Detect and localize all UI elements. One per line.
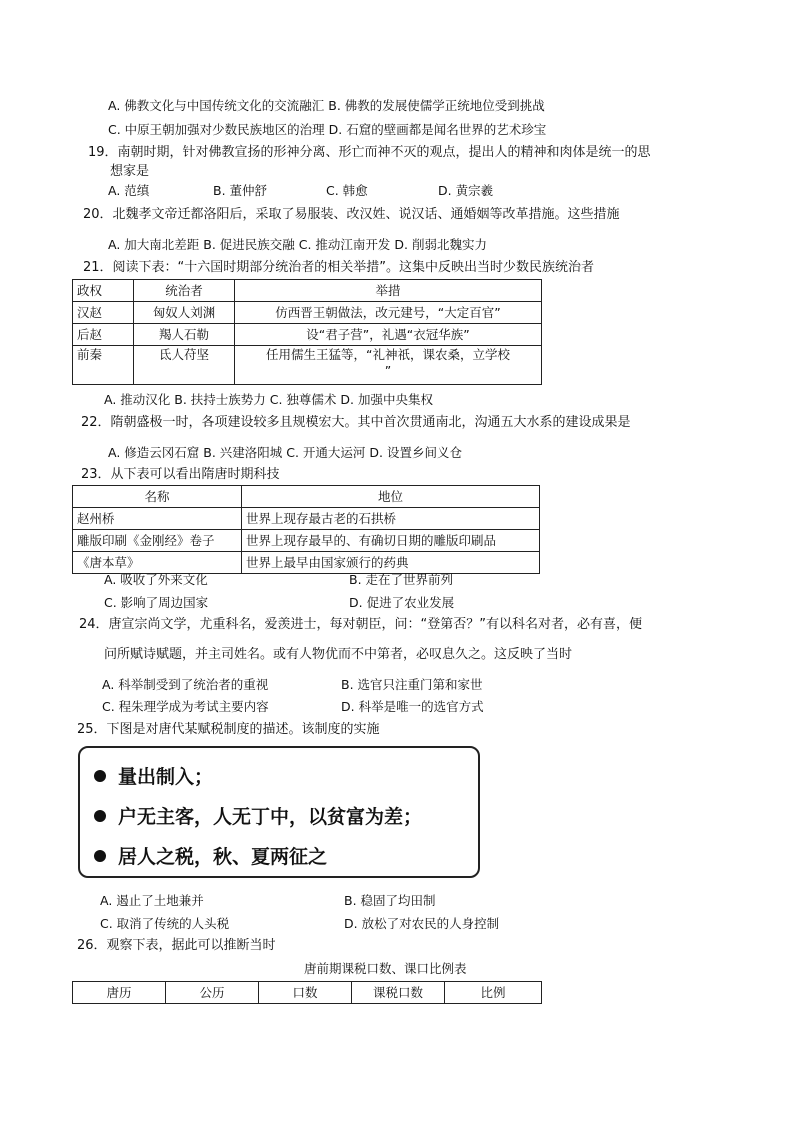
q23-row2-status: 世界上现存最早的、有确切日期的雕版印刷品 bbox=[242, 530, 540, 552]
q21-row3-measures-text: 任用儒生王猛等，“礼神祇，课农桑，立学校 bbox=[266, 347, 510, 362]
q21-row2-regime: 后赵 bbox=[73, 324, 134, 346]
q25-figure-box bbox=[78, 746, 480, 878]
q25-option-d: D. 放松了对农民的人身控制 bbox=[344, 916, 500, 931]
q19-option-c: C. 韩愈 bbox=[326, 183, 368, 198]
q25-option-c: C. 取消了传统的人头税 bbox=[100, 916, 230, 931]
q25-option-b: B. 稳固了均田制 bbox=[344, 893, 436, 908]
q21-row3-measures bbox=[235, 346, 542, 385]
q21-stem: 21．阅读下表：“十六国时期部分统治者的相关举措”。这集中反映出当时少数民族统治者 bbox=[83, 260, 595, 275]
q23-header-name: 名称 bbox=[73, 486, 242, 508]
q22-options: A. 修造云冈石窟 B. 兴建洛阳城 C. 开通大运河 D. 设置乡间义仓 bbox=[108, 445, 462, 460]
q22-stem: 22．隋朝盛极一时，各项建设较多且规模宏大。其中首次贯通南北，沟通五大水系的建设成果是 bbox=[81, 415, 631, 430]
q19-option-b: B. 董仲舒 bbox=[213, 183, 268, 198]
q23-option-b: B. 走在了世界前列 bbox=[349, 572, 454, 587]
q23-row2-name: 雕版印刷《金刚经》卷子 bbox=[73, 530, 242, 552]
q24-option-a: A. 科举制受到了统治者的重视 bbox=[102, 677, 269, 692]
q21-row2-measures: 设“君子营”，礼遇“衣冠华族” bbox=[235, 324, 542, 346]
q21-row1-measures: 仿西晋王朝做法，改元建号，“大定百官” bbox=[235, 302, 542, 324]
q26-header-gregorian: 公历 bbox=[166, 982, 259, 1004]
q21-row3-regime: 前秦 bbox=[73, 346, 134, 385]
q21-row3-measures-end: ” bbox=[384, 363, 392, 378]
q25-box-line-3 bbox=[94, 842, 327, 869]
q21-header-regime: 政权 bbox=[73, 280, 134, 302]
q25-box-text-1: 量出制入； bbox=[118, 766, 214, 788]
q21-table bbox=[72, 279, 542, 385]
q24-option-b: B. 选官只注重门第和家世 bbox=[341, 677, 483, 692]
q23-option-a: A. 吸收了外来文化 bbox=[104, 572, 208, 587]
q26-header-ratio: 比例 bbox=[445, 982, 542, 1004]
q23-row3-name: 《唐本草》 bbox=[73, 552, 242, 574]
q23-option-c: C. 影响了周边国家 bbox=[104, 595, 209, 610]
q23-row1-name: 赵州桥 bbox=[73, 508, 242, 530]
q21-header-ruler: 统治者 bbox=[134, 280, 235, 302]
q25-box-line-1 bbox=[94, 762, 213, 789]
q26-stem: 26．观察下表，据此可以推断当时 bbox=[77, 938, 276, 953]
q18-option-ab: A. 佛教文化与中国传统文化的交流融汇 B. 佛教的发展使儒学正统地位受到挑战 bbox=[108, 98, 545, 113]
q20-options: A. 加大南北差距 B. 促进民族交融 C. 推动江南开发 D. 削弱北魏实力 bbox=[108, 237, 487, 252]
bullet-icon bbox=[94, 850, 106, 862]
q23-stem: 23．从下表可以看出隋唐时期科技 bbox=[81, 467, 280, 482]
q24-stem: 24．唐宣宗尚文学，尤重科名，爱羡进士，每对朝臣，问：“登第否？”有以科名对者，必有喜，便 bbox=[79, 617, 643, 632]
q24-option-c: C. 程朱理学成为考试主要内容 bbox=[102, 699, 269, 714]
q21-row1-ruler: 匈奴人刘渊 bbox=[134, 302, 235, 324]
q21-options: A. 推动汉化 B. 扶持士族势力 C. 独尊儒术 D. 加强中央集权 bbox=[104, 392, 433, 407]
bullet-icon bbox=[94, 770, 106, 782]
q26-header-taxed-population: 课税口数 bbox=[352, 982, 445, 1004]
q25-stem: 25．下图是对唐代某赋税制度的描述。该制度的实施 bbox=[77, 722, 380, 737]
q26-header-population: 口数 bbox=[259, 982, 352, 1004]
q19-stem-cont: 想家是 bbox=[110, 164, 150, 179]
q21-row2-ruler: 羯人石勒 bbox=[134, 324, 235, 346]
bullet-icon bbox=[94, 810, 106, 822]
q25-option-a: A. 遏止了土地兼并 bbox=[100, 893, 204, 908]
q26-header-tang-calendar: 唐历 bbox=[73, 982, 166, 1004]
q19-option-a: A. 范缜 bbox=[108, 183, 150, 198]
q23-table bbox=[72, 485, 540, 574]
q21-header-measures: 举措 bbox=[235, 280, 542, 302]
q19-stem: 19．南朝时期，针对佛教宣扬的形神分离、形亡而神不灭的观点，提出人的精神和肉体是统一的思 bbox=[88, 145, 651, 160]
q21-row1-regime: 汉赵 bbox=[73, 302, 134, 324]
q26-table-title: 唐前期课税口数、课口比例表 bbox=[304, 961, 467, 976]
q23-row1-status: 世界上现存最古老的石拱桥 bbox=[242, 508, 540, 530]
q25-box-text-3: 居人之税，秋、夏两征之 bbox=[118, 846, 328, 868]
q20-stem: 20．北魏孝文帝迁都洛阳后，采取了易服装、改汉姓、说汉话、通婚姻等改革措施。这些措施 bbox=[83, 207, 620, 222]
q19-option-d: D. 黄宗羲 bbox=[438, 183, 494, 198]
q23-row3-status: 世界上最早由国家颁行的药典 bbox=[242, 552, 540, 574]
q21-row3-ruler: 氐人苻坚 bbox=[134, 346, 235, 385]
q23-option-d: D. 促进了农业发展 bbox=[349, 595, 455, 610]
q23-header-status: 地位 bbox=[242, 486, 540, 508]
q25-box-line-2 bbox=[94, 802, 422, 829]
q24-stem-cont: 问所赋诗赋题，并主司姓名。或有人物优而不中第者，必叹息久之。这反映了当时 bbox=[104, 647, 573, 662]
q18-option-cd: C. 中原王朝加强对少数民族地区的治理 D. 石窟的壁画都是闻名世界的艺术珍宝 bbox=[108, 122, 547, 137]
q25-box-text-2: 户无主客，人无丁中，以贫富为差； bbox=[118, 806, 423, 828]
q24-option-d: D. 科举是唯一的选官方式 bbox=[341, 699, 484, 714]
q26-table bbox=[72, 981, 542, 1004]
